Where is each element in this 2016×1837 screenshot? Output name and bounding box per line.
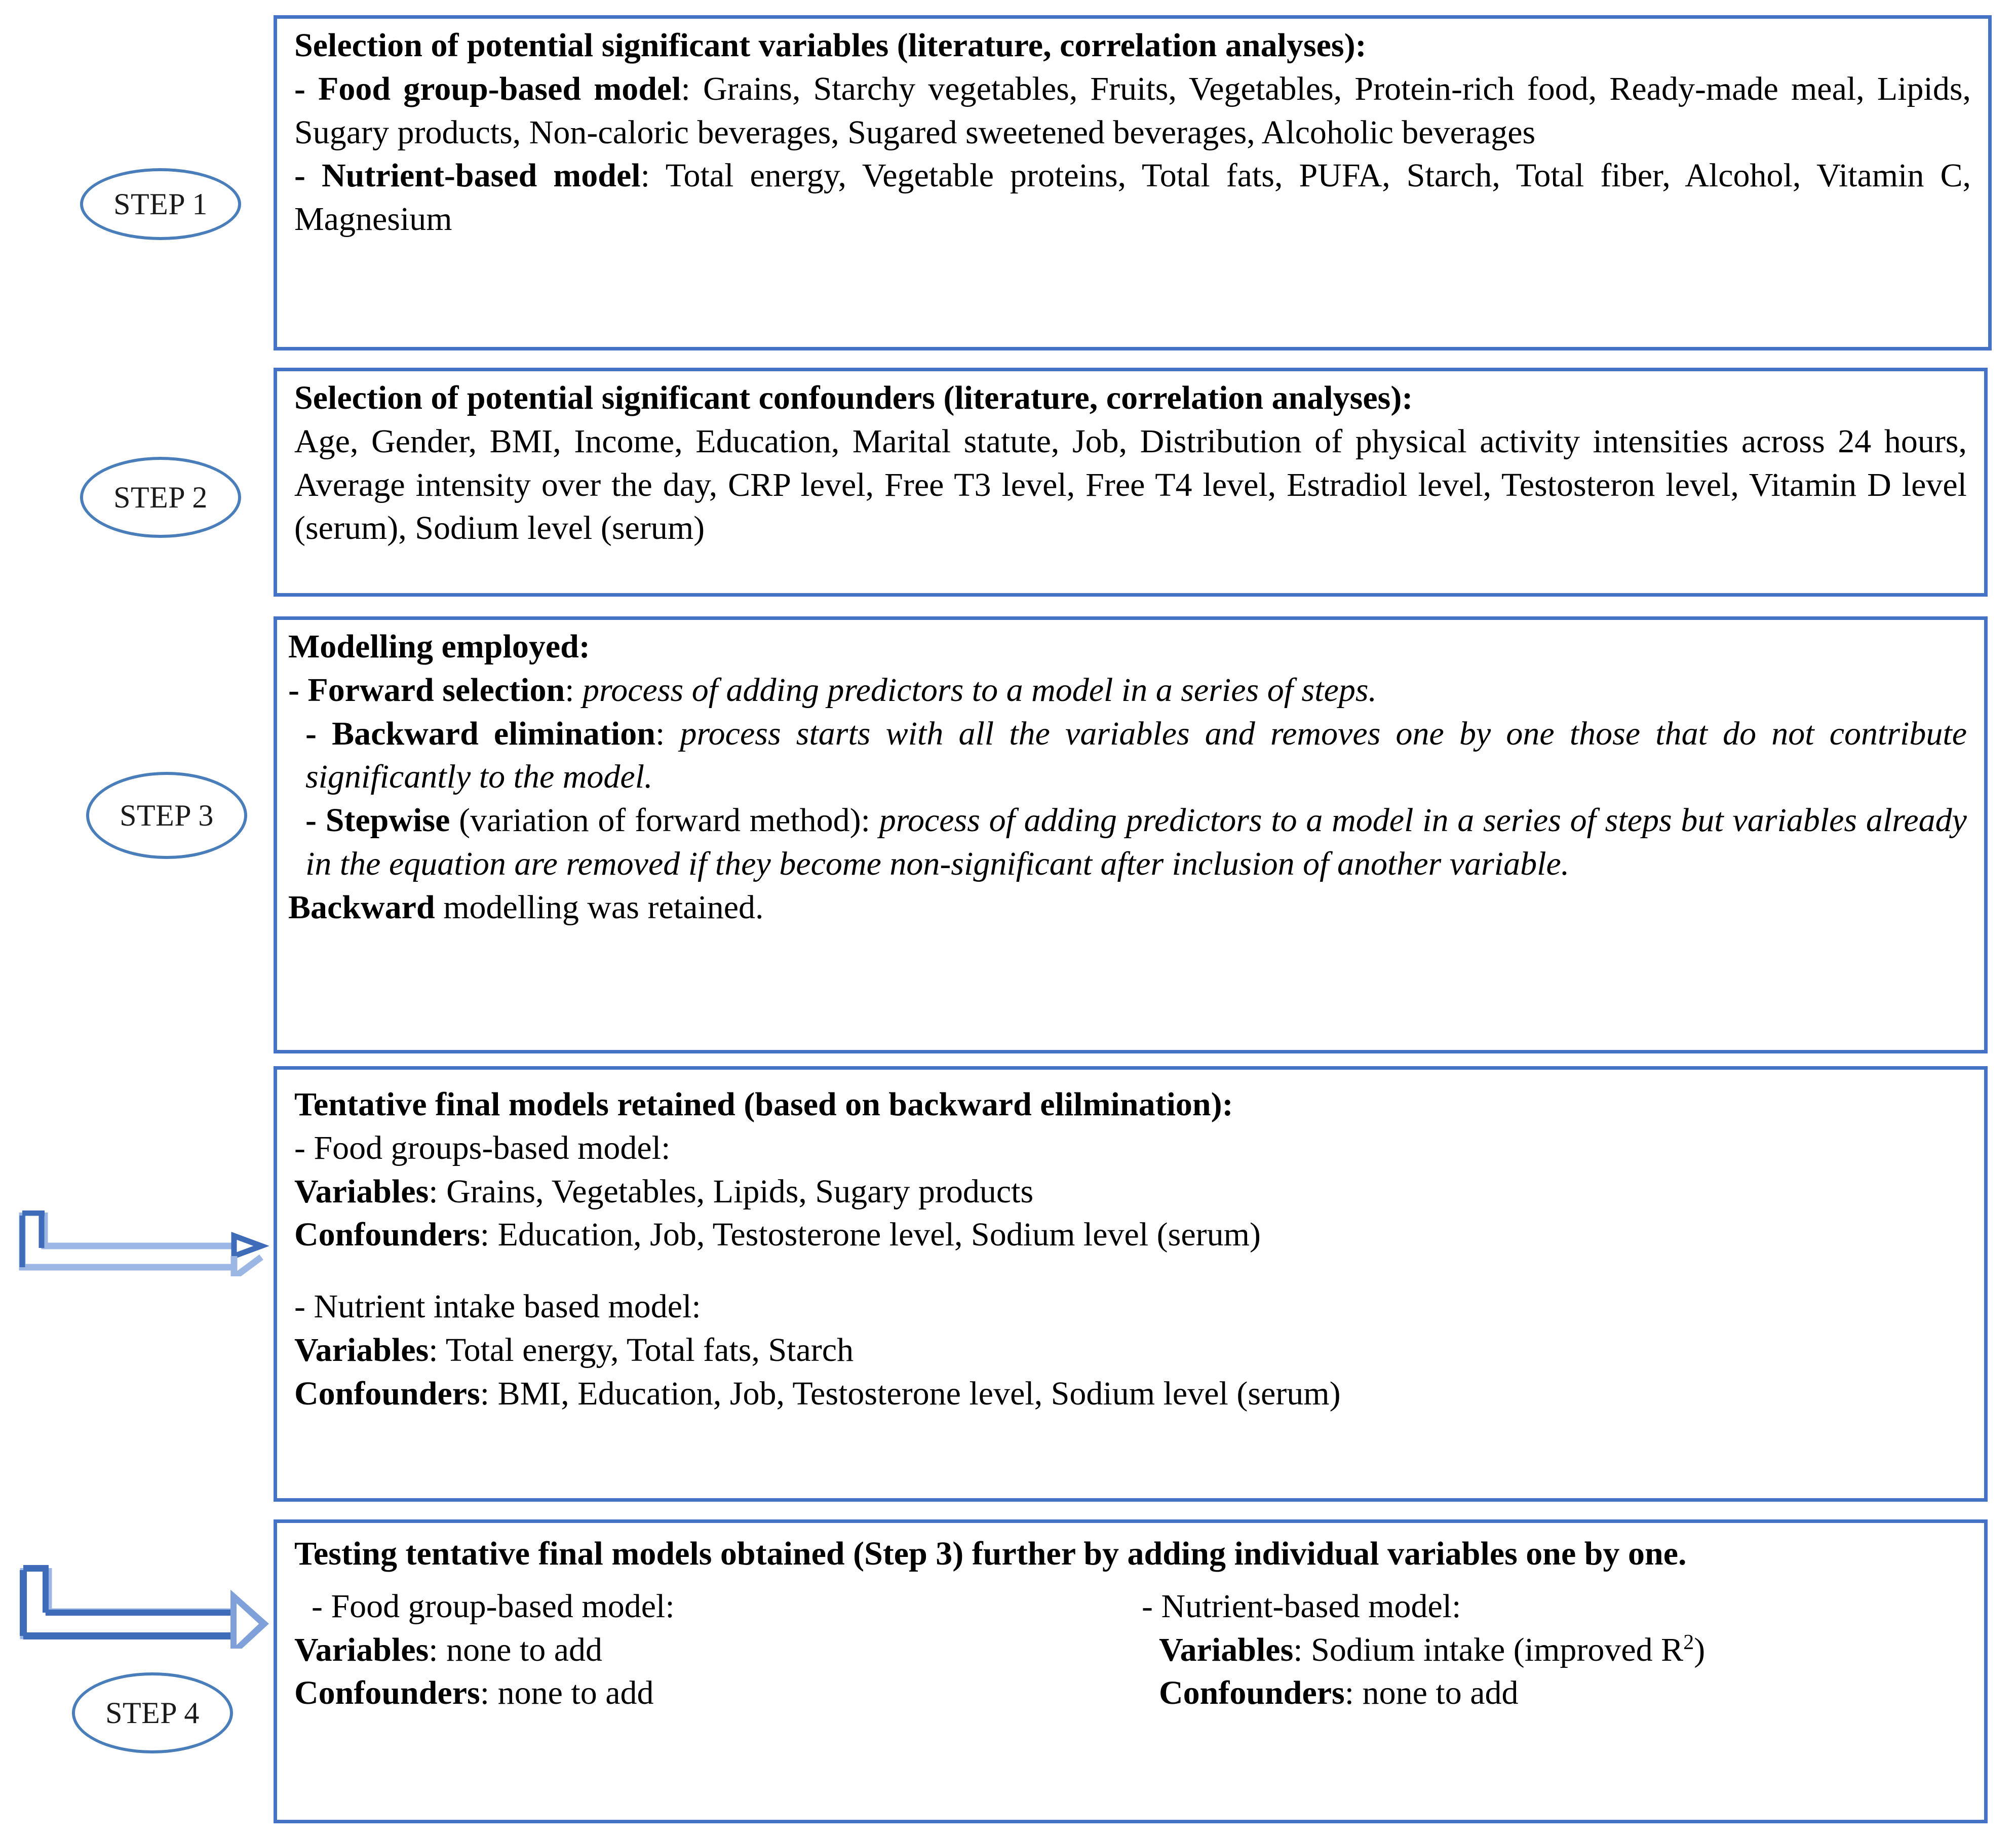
step4-left-model-title: - Food group-based model:: [312, 1587, 675, 1625]
step1-nutrient-model-sep: :: [640, 157, 666, 194]
step1-box: [274, 15, 1992, 350]
step3-backward-text: process starts with all the variables and removes one by one those that do not contribute significantly to the model.: [305, 715, 1967, 796]
step3-forward-label: - Forward selection: [288, 671, 565, 709]
step4-right-variables-label: Variables: [1159, 1631, 1294, 1668]
box4-food-confounders-line: [294, 1213, 1967, 1257]
step3-forward-sep: :: [565, 671, 583, 709]
step4-left-confounders-label: Confounders: [294, 1674, 480, 1712]
step1-nutrient-model-items: Total energy, Vegetable proteins, Total fats, PUFA, Starch, Total fiber, Alcohol, Vitamin C, Magnesium: [294, 157, 1971, 238]
step2-ellipse: [80, 457, 241, 538]
step4-right-variables-sep: :: [1293, 1631, 1311, 1668]
step1-ellipse: [80, 168, 241, 240]
step4-heading: Testing tentative final models obtained (Step 3) further by adding individual variables one by one.: [294, 1535, 1687, 1572]
tentative-models-box: [274, 1066, 1988, 1502]
box4-food-model-title: - Food groups-based model:: [294, 1129, 671, 1166]
step3-backward-label: - Backward elimination: [305, 715, 655, 752]
step4-left-variables-label: Variables: [294, 1631, 429, 1668]
step3-stepwise-label: - Stepwise: [305, 802, 450, 839]
step4-right-column: [1131, 1585, 1978, 1715]
box4-nutrient-variables-value: Total energy, Total fats, Starch: [445, 1331, 854, 1369]
step3-box: [274, 616, 1988, 1053]
step4-left-variables-sep: :: [429, 1631, 447, 1668]
step4-right-variables-value-pre: Sodium intake (improved R: [1311, 1631, 1684, 1668]
step3-stepwise-text: process of adding predictors to a model in a series of steps but variables already in the equation are removed if they become non-significant after inclusion of another variable.: [305, 802, 1967, 882]
box4-heading: Tentative final models retained (based on backward elilmination):: [294, 1086, 1233, 1123]
box4-food-variables-sep: :: [429, 1172, 447, 1210]
box4-food-confounders-sep: :: [480, 1216, 498, 1254]
step3-ellipse-label: STEP 3: [120, 798, 214, 832]
step1-heading: Selection of potential significant variables (literature, correlation analyses):: [294, 27, 1367, 64]
step4-right-variables-value-post: ): [1694, 1631, 1705, 1668]
step4-right-confounders-sep: :: [1344, 1674, 1363, 1712]
box4-nutrient-variables-sep: :: [429, 1331, 446, 1369]
box4-food-variables-line: [294, 1170, 1967, 1214]
step4-right-confounders-line: [1142, 1671, 1978, 1715]
step4-left-confounders-sep: :: [480, 1674, 498, 1712]
step4-left-confounders-line: [294, 1671, 1131, 1715]
step1-food-model-sep: :: [681, 70, 703, 107]
step3-backward-line: [288, 712, 1967, 799]
step3-retained-line: [288, 886, 1967, 929]
step4-columns: [294, 1585, 1967, 1715]
step3-forward-text: process of adding predictors to a model in a series of steps.: [583, 671, 1377, 709]
box4-spacer: [294, 1257, 1967, 1285]
box4-food-variables-value: Grains, Vegetables, Lipids, Sugary products: [446, 1172, 1034, 1210]
step3-heading: Modelling employed:: [288, 628, 590, 665]
step4-right-model-title: - Nutrient-based model:: [1142, 1587, 1461, 1625]
box4-nutrient-confounders-line: [294, 1372, 1967, 1416]
step4-left-variables-line: [294, 1628, 1131, 1672]
step3-retained-bold: Backward: [288, 888, 435, 926]
step4-right-variables-superscript: 2: [1683, 1630, 1694, 1654]
step4-right-confounders-label: Confounders: [1159, 1674, 1345, 1712]
step1-food-model-items: Grains, Starchy vegetables, Fruits, Vegetables, Protein-rich food, Ready-made meal, Lipids, Sugary products, Non-caloric beverages, Sugared sweetened beverages, Alcoholic beverages: [294, 70, 1971, 151]
step4-right-variables-line: [1142, 1628, 1978, 1672]
step3-stepwise-line: [288, 799, 1967, 886]
box4-food-variables-label: Variables: [294, 1172, 429, 1210]
step2-heading: Selection of potential significant confounders (literature, correlation analyses):: [294, 379, 1413, 416]
step4-ellipse: [72, 1672, 233, 1753]
step2-box: [274, 368, 1988, 597]
box4-nutrient-confounders-label: Confounders: [294, 1375, 480, 1412]
box4-nutrient-variables-line: [294, 1328, 1967, 1372]
step1-nutrient-model-label: - Nutrient-based model: [294, 157, 641, 194]
step1-nutrient-model-line: [294, 154, 1971, 241]
step1-food-model-label: - Food group-based model: [294, 70, 681, 107]
step2-ellipse-label: STEP 2: [113, 480, 208, 514]
step1-ellipse-label: STEP 1: [113, 187, 208, 221]
box4-nutrient-confounders-value: BMI, Education, Job, Testosterone level, Sodium level (serum): [497, 1375, 1341, 1412]
step4-spacer: [294, 1576, 1967, 1585]
step4-left-column: [294, 1585, 1131, 1715]
step4-ellipse-label: STEP 4: [105, 1696, 200, 1730]
box4-nutrient-model-title: - Nutrient intake based model:: [294, 1288, 701, 1325]
step4-right-confounders-value: none to add: [1362, 1674, 1519, 1712]
box4-food-confounders-label: Confounders: [294, 1216, 480, 1254]
step4-box: [274, 1519, 1988, 1823]
step2-body: Age, Gender, BMI, Income, Education, Marital statute, Job, Distribution of physical activity intensities across 24 hours, Average intensity over the day, CRP level, Free T3 level, Free T4 level, Estradiol level, Testosteron level, Vitamin D level (serum), Sodium level (serum): [294, 422, 1967, 547]
step3-ellipse: [86, 772, 247, 859]
step3-forward-line: [288, 669, 1967, 712]
step3-stepwise-paren: (variation of forward method):: [450, 802, 879, 839]
box4-food-confounders-value: Education, Job, Testosterone level, Sodium level (serum): [497, 1216, 1261, 1254]
elbow-arrow-icon-to-step4: [12, 1565, 270, 1649]
elbow-arrow-icon-to-tentative-models: [12, 1210, 270, 1276]
step3-backward-sep: :: [655, 715, 680, 752]
box4-nutrient-variables-label: Variables: [294, 1331, 429, 1369]
box4-nutrient-confounders-sep: :: [480, 1375, 498, 1412]
step4-left-confounders-value: none to add: [497, 1674, 654, 1712]
step1-food-model-line: [294, 67, 1971, 154]
step3-retained-rest: modelling was retained.: [435, 888, 764, 926]
step4-left-variables-value: none to add: [446, 1631, 603, 1668]
